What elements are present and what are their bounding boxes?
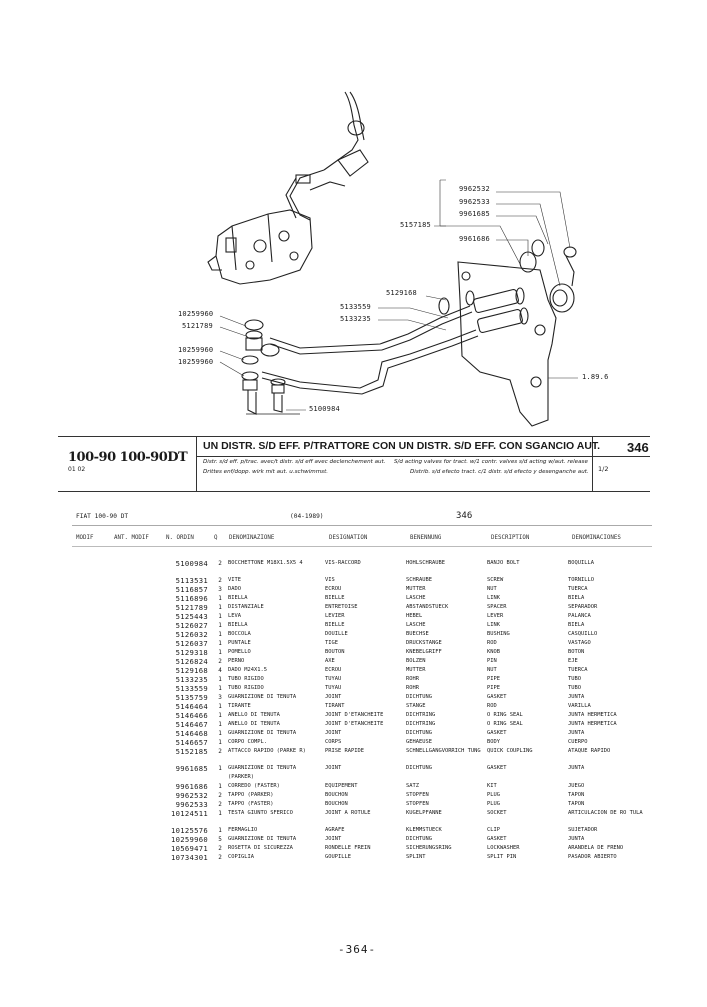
cell-it: GUARNIZIONE DI TENUTA [228, 730, 297, 736]
cell-no: 5125443 [175, 612, 208, 621]
cell-it: ATTACCO RAPIDO (PARKE R) [228, 748, 306, 754]
cell-en: NUT [487, 586, 497, 592]
cell-it: GUARNIZIONE DI TENUTA [228, 836, 297, 842]
cell-fr: RONDELLE FREIN [325, 845, 371, 851]
col-ant-modif: ANT. MODIF [114, 535, 149, 541]
cell-no: 5146467 [175, 720, 208, 729]
cell-fr: BOUCHON [325, 792, 348, 798]
cell-es: JUNTA HERMETICA [568, 712, 617, 718]
header-divider-left [196, 436, 197, 492]
title-en: S/d acting valves for tract. w/1 contr. valves s/d acting w/aut. release [394, 459, 588, 465]
cell-de: GEHAEUSE [406, 739, 432, 745]
cell-es: VASTAGO [568, 640, 591, 646]
cell-en: PIN [487, 658, 497, 664]
table-row [146, 675, 656, 684]
cell-it: TAPPO (FASTER) [228, 801, 274, 807]
cell-de: MUTTER [406, 586, 426, 592]
cell-en: PLUG [487, 801, 500, 807]
cell-no: 5126824 [175, 657, 208, 666]
cell-it: TESTA GIUNTO SFERICO [228, 810, 293, 816]
cell-fr: JOINT D'ETANCHEITE [325, 712, 384, 718]
cell-es: TUERCA [568, 586, 588, 592]
cell-es: PALANCA [568, 613, 591, 619]
table-row [146, 729, 656, 738]
cell-en: PLUG [487, 792, 500, 798]
cell-en: PIPE [487, 676, 500, 682]
table-row [146, 809, 656, 826]
callout-5133559: 5133559 [340, 303, 371, 311]
cell-de: SCHNELLGANGVORRICH TUNG [406, 748, 481, 754]
cell-it: VITE [228, 577, 241, 583]
callout-10259960-c: 10259960 [178, 358, 214, 366]
pipe-5133235 [262, 330, 476, 388]
table-row [146, 630, 656, 639]
list-model: FIAT 100-90 DT [76, 513, 129, 520]
col-modif: MODIF [76, 535, 94, 541]
cell-q: 2 [218, 801, 222, 808]
page-fraction: 1/2 [598, 465, 609, 473]
cell-it: BIELLA [228, 622, 248, 628]
cell-en: GASKET [487, 730, 507, 736]
cell-de: KLEMMSTUECK [406, 827, 442, 833]
cell-de: DICHTUNG [406, 765, 432, 771]
cell-q: 5 [218, 836, 222, 843]
cell-it: ROSETTA DI SICUREZZA [228, 845, 293, 851]
table-row [146, 844, 656, 853]
cell-no: 10125576 [170, 826, 208, 835]
cell-no: 5133559 [175, 684, 208, 693]
cell-fr: JOINT [325, 694, 342, 700]
quick-couplers [439, 288, 528, 333]
callout-9961686: 9961686 [459, 235, 490, 243]
table-row [146, 559, 656, 576]
cell-es: SUJETADOR [568, 827, 598, 833]
cell-fr: DOUILLE [325, 631, 348, 637]
cell-de: BUECHSE [406, 631, 429, 637]
table-row [146, 666, 656, 675]
cell-fr: ECROU [325, 667, 342, 673]
cell-no: 5126027 [175, 621, 208, 630]
cell-es: JUNTA [568, 694, 585, 700]
cell-no: 9961685 [175, 764, 208, 773]
cell-de: LASCHE [406, 622, 426, 628]
cell-es: CASQUILLO [568, 631, 598, 637]
table-row [146, 648, 656, 657]
cell-es: BIELA [568, 595, 585, 601]
cell-it: DADO M24X1.5 [228, 667, 267, 673]
header-top-rule [58, 436, 650, 437]
cell-de: SATZ [406, 783, 419, 789]
page-footer: -364- [338, 943, 377, 956]
col-denominaciones: DENOMINACIONES [572, 535, 621, 541]
callout-ref-1-89-6: 1.89.6 [582, 373, 609, 381]
cell-no: 5146468 [175, 729, 208, 738]
table-row [146, 738, 656, 747]
cell-q: 2 [218, 658, 222, 665]
cell-es: BIELA [568, 622, 585, 628]
cell-es: JUNTA [568, 730, 585, 736]
cell-de: DICHTUNG [406, 694, 432, 700]
table-row [146, 603, 656, 612]
table-row [146, 853, 656, 862]
cell-es: ATAQUE RAPIDO [568, 748, 611, 754]
cell-it: PERNO [228, 658, 245, 664]
cell-en: BANJO BOLT [487, 560, 520, 566]
table-row [146, 684, 656, 693]
table-row [146, 594, 656, 603]
cell-no: 5135759 [175, 693, 208, 702]
cell-q: 2 [218, 748, 222, 755]
cell-it: ANELLO DI TENUTA [228, 712, 280, 718]
cell-en: SPACER [487, 604, 507, 610]
cell-fr: CORPS [325, 739, 342, 745]
callout-9961685: 9961685 [459, 210, 490, 218]
table-row [146, 782, 656, 791]
cell-it: ANELLO DI TENUTA [228, 721, 280, 727]
col-q: Q [214, 535, 218, 541]
cell-q: 1 [218, 631, 222, 638]
header-mid-rule [196, 456, 650, 457]
cell-fr: BIELLE [325, 595, 345, 601]
cell-q: 1 [218, 810, 222, 817]
model-name: 100-90 100-90DT [68, 450, 188, 465]
cell-no: 5152185 [175, 747, 208, 756]
group-page-number: 346 [627, 440, 649, 455]
cell-it: GUARNIZIONE DI TENUTA (PARKER) [228, 765, 297, 780]
cell-fr: AXE [325, 658, 335, 664]
table-row [146, 835, 656, 844]
cell-fr: TIGE [325, 640, 338, 646]
cell-no: 5146466 [175, 711, 208, 720]
cell-fr: JOINT [325, 730, 342, 736]
cell-es: TUBO [568, 676, 581, 682]
cell-es: TUBO [568, 685, 581, 691]
cell-no: 5146464 [175, 702, 208, 711]
cell-fr: JOINT [325, 765, 342, 771]
cell-de: STOPFEN [406, 801, 429, 807]
table-row [146, 612, 656, 621]
cell-en: BUSHING [487, 631, 510, 637]
cell-en: ROD [487, 703, 497, 709]
cell-en: KNOB [487, 649, 500, 655]
cell-it: LEVA [228, 613, 241, 619]
cell-q: 3 [218, 694, 222, 701]
cell-fr: BOUCHON [325, 801, 348, 807]
col-benennung: BENENNUNG [410, 535, 442, 541]
cell-fr: JOINT A ROTULE [325, 810, 371, 816]
cell-it: TUBO RIGIDO [228, 685, 264, 691]
col-denominazione: DENOMINAZIONE [229, 535, 275, 541]
cell-fr: PRISE RAPIDE [325, 748, 364, 754]
cell-es: JUNTA [568, 836, 585, 842]
cell-q: 1 [218, 712, 222, 719]
cell-en: BODY [487, 739, 500, 745]
cell-fr: BOUTON [325, 649, 345, 655]
col-designation: DESIGNATION [329, 535, 368, 541]
cell-es: TORNILLO [568, 577, 594, 583]
left-fittings [242, 320, 285, 414]
cell-it: DADO [228, 586, 241, 592]
cell-no: 10734301 [170, 853, 208, 862]
title-fr: Distr. s/d eff. p/trac. avec/t distr. s/d eff avec declenchement aut. [203, 459, 386, 465]
cell-fr: TUYAU [325, 685, 342, 691]
cell-it: BOCCHETTONE M18X1.5X5 4 [228, 560, 303, 566]
table-row [146, 693, 656, 702]
cell-no: 9962532 [175, 791, 208, 800]
callout-5100984: 5100984 [309, 405, 340, 413]
cell-en: O RING SEAL [487, 712, 523, 718]
cell-q: 2 [218, 792, 222, 799]
cell-en: NUT [487, 667, 497, 673]
cell-en: GASKET [487, 765, 507, 771]
table-row [146, 585, 656, 594]
cell-it: CORPO COMPL. [228, 739, 267, 745]
col-ordin: N. ORDIN [166, 535, 194, 541]
cell-en: LINK [487, 622, 500, 628]
cell-de: DRUCKSTANGE [406, 640, 442, 646]
cell-it: GUARNIZIONE DI TENUTA [228, 694, 297, 700]
callout-9962533: 9962533 [459, 198, 490, 206]
cell-no: 5121789 [175, 603, 208, 612]
cell-en: LEVER [487, 613, 504, 619]
cell-es: CUERPO [568, 739, 588, 745]
cell-es: JUEGO [568, 783, 585, 789]
cell-es: JUNTA [568, 765, 585, 771]
cell-it: TUBO RIGIDO [228, 676, 264, 682]
callout-10259960-b: 10259960 [178, 346, 214, 354]
table-row [146, 711, 656, 720]
cell-no: 5133235 [175, 675, 208, 684]
cell-q: 2 [218, 577, 222, 584]
cell-de: SCHRAUBE [406, 577, 432, 583]
cell-q: 1 [218, 783, 222, 790]
exploded-diagram [0, 0, 707, 430]
cell-it: FERMAGLIO [228, 827, 258, 833]
distributor-valve-body [208, 210, 312, 284]
cell-q: 4 [218, 667, 222, 674]
table-row [146, 621, 656, 630]
cell-es: TUERCA [568, 667, 588, 673]
table-row [146, 720, 656, 729]
table-row [146, 747, 656, 764]
cell-no: 5100984 [175, 559, 208, 568]
cell-no: 9962533 [175, 800, 208, 809]
cell-en: CLIP [487, 827, 500, 833]
cell-q: 3 [218, 586, 222, 593]
cell-en: ROD [487, 640, 497, 646]
cell-de: KNEBELGRIFF [406, 649, 442, 655]
cell-es: ARANDELA DE FRENO [568, 845, 624, 851]
callout-5133235: 5133235 [340, 315, 371, 323]
cell-de: SPLINT [406, 854, 426, 860]
cell-de: BOLZEN [406, 658, 426, 664]
cell-q: 2 [218, 854, 222, 861]
cell-es: VARILLA [568, 703, 591, 709]
cell-fr: TIRANT [325, 703, 345, 709]
cell-fr: GOUPILLE [325, 854, 351, 860]
cell-it: DISTANZIALE [228, 604, 264, 610]
cell-no: 10124511 [170, 809, 208, 818]
cell-de: DICHTUNG [406, 730, 432, 736]
cell-de: KUGELPFANNE [406, 810, 442, 816]
cell-en: SPLIT PIN [487, 854, 517, 860]
callout-10259960-a: 10259960 [178, 310, 214, 318]
cell-it: TAPPO (PARKER) [228, 792, 274, 798]
callout-5129168: 5129168 [386, 289, 417, 297]
cell-de: ROHR [406, 676, 419, 682]
table-row [146, 576, 656, 585]
table-row [146, 800, 656, 809]
table-row [146, 657, 656, 666]
cell-de: DICHTRING [406, 721, 436, 727]
cell-es: ARTICULACION DE RO TULA [568, 810, 643, 816]
cell-de: LASCHE [406, 595, 426, 601]
cell-de: ABSTANDSTUECK [406, 604, 449, 610]
cell-fr: ENTRETOISE [325, 604, 358, 610]
cell-de: MUTTER [406, 667, 426, 673]
cell-de: STOPFEN [406, 792, 429, 798]
cell-q: 1 [218, 765, 222, 772]
cell-q: 2 [218, 560, 222, 567]
callout-5121789: 5121789 [182, 322, 213, 330]
cell-fr: JOINT [325, 836, 342, 842]
cell-fr: EQUIPEMENT [325, 783, 358, 789]
cell-q: 1 [218, 622, 222, 629]
col-description: DESCRIPTION [491, 535, 530, 541]
cell-no: 10259960 [170, 835, 208, 844]
cell-en: QUICK COUPLING [487, 748, 533, 754]
cell-es: BOQUILLA [568, 560, 594, 566]
cell-es: TAPON [568, 801, 585, 807]
cell-q: 2 [218, 845, 222, 852]
cell-es: TAPON [568, 792, 585, 798]
group-title: UN DISTR. S/D EFF. P/TRATTORE CON UN DISTR. S/D EFF. CON SGANCIO AUT. [203, 440, 601, 452]
cell-no: 5116857 [175, 585, 208, 594]
cell-fr: BIELLE [325, 622, 345, 628]
title-de: Drittes enf/dopp. wirk mit aut. u.schwimmst. [203, 469, 329, 475]
cell-fr: JOINT D'ETANCHEITE [325, 721, 384, 727]
cell-es: EJE [568, 658, 578, 664]
cell-no: 10569471 [170, 844, 208, 853]
cell-es: SEPARADOR [568, 604, 598, 610]
list-date: (04-1989) [290, 513, 324, 520]
cell-no: 5126037 [175, 639, 208, 648]
cell-q: 1 [218, 640, 222, 647]
cell-de: STANGE [406, 703, 426, 709]
cell-it: CORREDO (FASTER) [228, 783, 280, 789]
cell-es: JUNTA HERMETICA [568, 721, 617, 727]
cell-de: DICHTRING [406, 712, 436, 718]
pipe-5133559 [270, 306, 470, 348]
cell-q: 1 [218, 703, 222, 710]
table-row [146, 826, 656, 835]
cell-no: 5129318 [175, 648, 208, 657]
parts-table [146, 559, 656, 862]
cell-de: ROHR [406, 685, 419, 691]
cell-it: POMELLO [228, 649, 251, 655]
table-row [146, 764, 656, 782]
cell-en: GASKET [487, 694, 507, 700]
cell-de: HOHLSCHRAUBE [406, 560, 445, 566]
cell-en: LINK [487, 595, 500, 601]
cell-fr: VIS [325, 577, 335, 583]
cell-en: SCREW [487, 577, 504, 583]
cell-no: 5116896 [175, 594, 208, 603]
cell-q: 1 [218, 676, 222, 683]
cell-q: 1 [218, 739, 222, 746]
cell-de: DICHTUNG [406, 836, 432, 842]
cell-it: TIRANTE [228, 703, 251, 709]
callout-5157185: 5157185 [400, 221, 431, 229]
cell-fr: LEVIER [325, 613, 345, 619]
cell-no: 5129168 [175, 666, 208, 675]
cell-en: LOCKWASHER [487, 845, 520, 851]
cell-it: BIELLA [228, 595, 248, 601]
cell-fr: ECROU [325, 586, 342, 592]
cell-q: 1 [218, 827, 222, 834]
list-header-rule [72, 546, 652, 547]
cell-fr: AGRAFE [325, 827, 345, 833]
table-row [146, 639, 656, 648]
list-table-number: 346 [456, 511, 473, 521]
cell-q: 1 [218, 649, 222, 656]
cell-es: BOTON [568, 649, 585, 655]
cell-es: PASADOR ABIERTO [568, 854, 617, 860]
callout-9962532: 9962532 [459, 185, 490, 193]
table-row [146, 791, 656, 800]
cell-fr: TUYAU [325, 676, 342, 682]
title-es: Distrib. s/d efecto tract. c/1 distr. s/d efecto y desenganche aut. [410, 469, 589, 475]
model-variant: 01 02 [68, 466, 86, 473]
cell-en: SOCKET [487, 810, 507, 816]
cell-no: 5126032 [175, 630, 208, 639]
cell-no: 5146657 [175, 738, 208, 747]
cell-no: 5113531 [175, 576, 208, 585]
cell-q: 1 [218, 685, 222, 692]
cell-de: HEBEL [406, 613, 423, 619]
cell-q: 1 [218, 730, 222, 737]
cell-en: KIT [487, 783, 497, 789]
cell-no: 9961686 [175, 782, 208, 791]
header-bottom-rule [58, 491, 650, 492]
cell-q: 1 [218, 613, 222, 620]
cell-q: 1 [218, 721, 222, 728]
mounting-plate [458, 262, 556, 426]
cell-en: O RING SEAL [487, 721, 523, 727]
cell-q: 1 [218, 604, 222, 611]
list-top-rule [72, 525, 652, 526]
cell-de: SICHERUNGSRING [406, 845, 452, 851]
cell-it: BOCCOLA [228, 631, 251, 637]
cell-en: PIPE [487, 685, 500, 691]
cell-en: GASKET [487, 836, 507, 842]
cell-it: PUNTALE [228, 640, 251, 646]
cell-it: COPIGLIA [228, 854, 254, 860]
cell-fr: VIS-RACCORD [325, 560, 361, 566]
table-row [146, 702, 656, 711]
cell-q: 1 [218, 595, 222, 602]
